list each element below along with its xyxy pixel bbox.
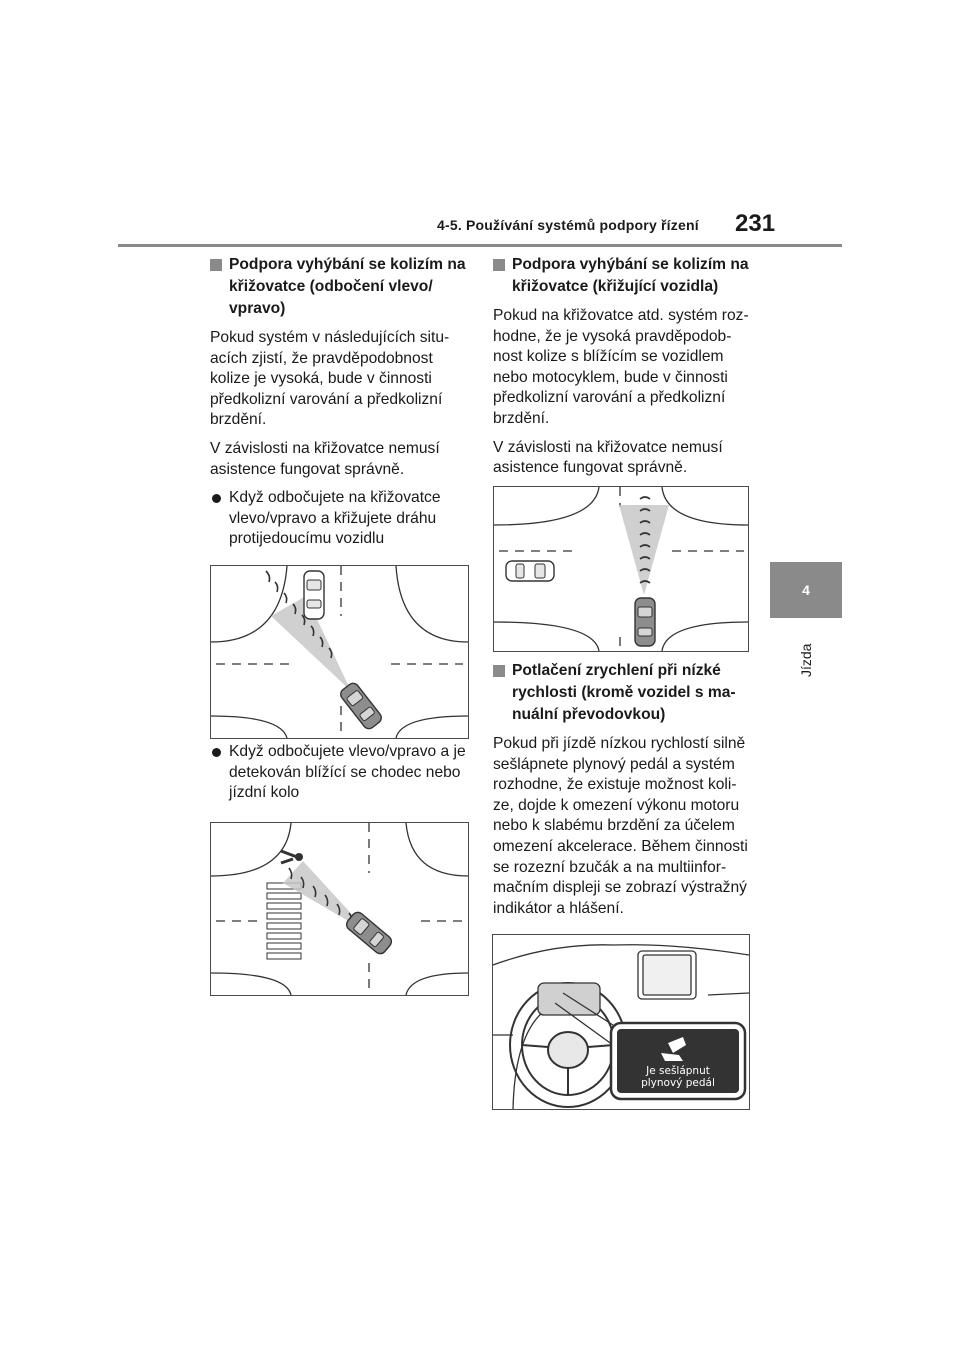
section-heading-low-speed-acceleration: Potlačení zrychlení při nízké rychlosti (kromě vozidel s ma- nuální převodovkou) [493, 660, 751, 726]
section-title: 4-5. Používání systémů podpory řízení [437, 217, 699, 233]
paragraph: V závislosti na křižovatce nemusí asistence fungovat správně. [210, 439, 440, 478]
display-message-line2: plynový pedál [641, 1077, 715, 1089]
paragraph: V závislosti na křižovatce nemusí asistence fungovat správně. [493, 438, 723, 477]
page-number: 231 [735, 210, 776, 237]
display-message-line1: Je sešlápnut [646, 1065, 710, 1077]
figure-pedestrian [210, 822, 469, 996]
section-heading-intersection-turn: Podpora vyhýbání se kolizím na křižovatce (odbočení vlevo/ vpravo) [210, 254, 472, 320]
paragraph: Pokud systém v následujících situ- acích zjistí, že pravděpodobnost kolize je vysoká, bude v činnosti předkolizní varování a předkolizní brzdění. [210, 329, 450, 429]
right-column-lower [493, 660, 751, 927]
display-message [617, 1065, 739, 1089]
bullet-icon [212, 748, 221, 757]
figure-oncoming-vehicle [210, 565, 469, 739]
heading-square-icon [210, 259, 222, 271]
ego-car-icon [344, 910, 394, 956]
bullet-icon [212, 494, 221, 503]
oncoming-car-icon [304, 571, 324, 619]
crossing-car-icon [506, 561, 554, 581]
section-heading-crossing-vehicles: Podpora vyhýbání se kolizím na křižovatce (křižující vozidla) [493, 254, 751, 298]
figure-crossing-vehicle [493, 486, 749, 652]
paragraph: Pokud při jízdě nízkou rychlostí silně sešlápnete plynový pedál a systém rozhodne, že existuje možnost koli- ze, dojde k omezení výkonu motoru nebo k slabému brzdění za účelem omezení akcelerace. Během činnosti se rozezní bzučák a na multiinfor- mačním displeji se zobrazí výstražný indikátor a hlášení. [493, 735, 748, 917]
heading-square-icon [493, 665, 505, 677]
bullet-item: Když odbočujete vlevo/vpravo a je detekován blížící se chodec nebo jízdní kolo [210, 742, 472, 804]
figure-dashboard [492, 934, 750, 1110]
left-column-bullet2 [210, 742, 472, 812]
paragraph: Pokud na křižovatce atd. systém roz- hodne, že je vysoká pravděpodob- nost kolize s blížícím se vozidlem nebo motocyklem, bude v činnosti předkolizní varování a předkolizní brzdění. [493, 307, 749, 427]
header-divider [118, 244, 842, 247]
right-column [493, 254, 751, 487]
chapter-label: Jízda [798, 643, 814, 677]
heading-square-icon [493, 259, 505, 271]
ego-car-icon [635, 598, 655, 646]
chapter-tab: 4 [770, 562, 842, 618]
ego-car-icon [338, 681, 383, 731]
pedestrian-icon [281, 851, 303, 863]
left-column [210, 254, 472, 558]
bullet-item: Když odbočujete na křižovatce vlevo/vpravo a křižujete dráhu protijedoucímu vozidlu [210, 488, 472, 550]
